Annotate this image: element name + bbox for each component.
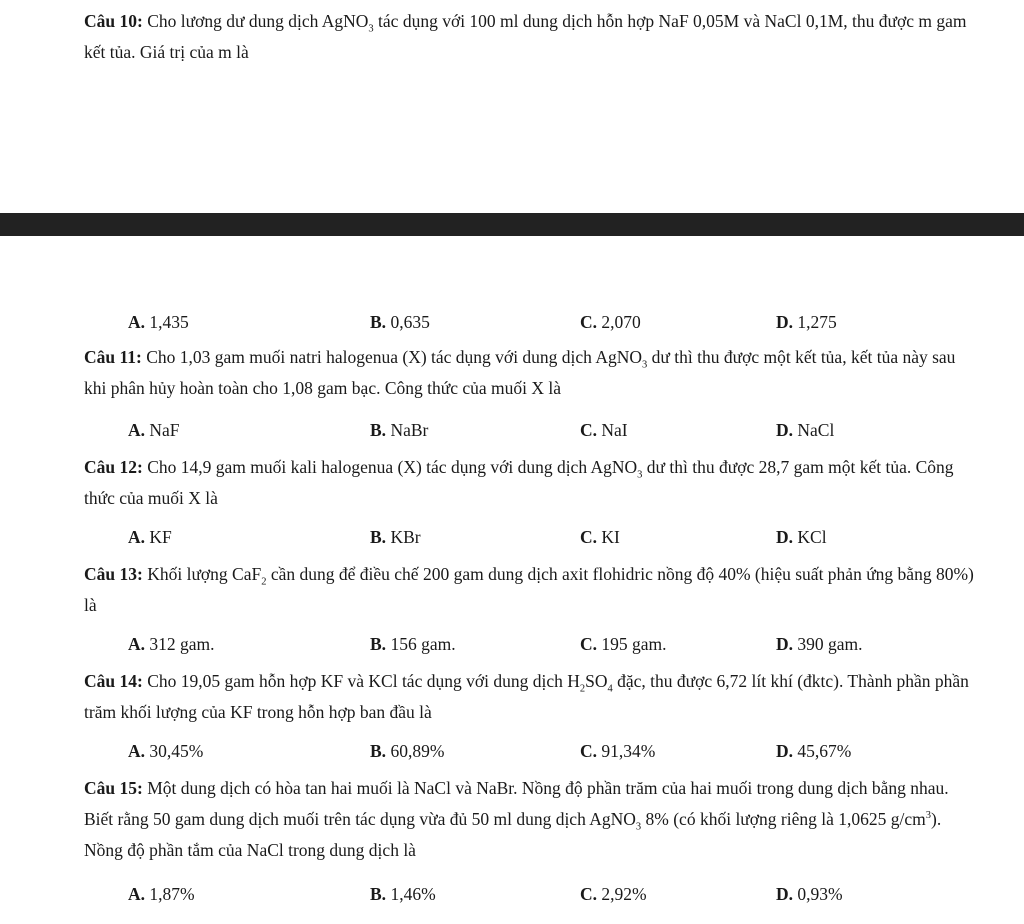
question-10-number: Câu 10: xyxy=(84,11,143,31)
q10-option-d: D. 1,275 xyxy=(776,312,837,332)
q14-option-a: A. 30,45% xyxy=(128,741,204,761)
q12-option-c: C. KI xyxy=(580,527,620,547)
question-13-number: Câu 13: xyxy=(84,564,143,584)
q10-option-b: B. 0,635 xyxy=(370,312,430,332)
q13-option-b: B. 156 gam. xyxy=(370,634,456,654)
q10-option-c: C. 2,070 xyxy=(580,312,641,332)
q15-option-c: C. 2,92% xyxy=(580,884,647,904)
q15-option-a: A. 1,87% xyxy=(128,884,195,904)
question-15-text: Câu 15: Một dung dịch có hòa tan hai muối là NaCl và NaBr. Nồng độ phần trăm của hai muối trong dung dịch bằng nhau. Biết rằng 50 gam dung dịch muối trên tác dụng vừa đủ 50 ml dung dịch AgNO$_3$ 8% (có khối lượng riêng là 1,0625 $g/cm^3$). Nồng độ phần tắm của NaCl trong dung dịch là xyxy=(84,778,949,860)
q13-option-d: D. 390 gam. xyxy=(776,634,863,654)
black-divider-bar xyxy=(0,213,1024,236)
question-15-number: Câu 15: xyxy=(84,778,143,798)
q12-option-a: A. KF xyxy=(128,527,172,547)
q11-option-a: A. NaF xyxy=(128,420,180,440)
question-12-number: Câu 12: xyxy=(84,457,143,477)
q14-option-c: C. 91,34% xyxy=(580,741,656,761)
question-11-text: Câu 11: Cho 1,03 gam muối natri halogenua (X) tác dụng với dung dịch AgNO$_3$ dư thì thu được một kết tủa, kết tủa này sau khi phân hủy hoàn toàn cho 1,08 gam bạc. Công thức của muối X là xyxy=(84,347,956,398)
question-14-number: Câu 14: xyxy=(84,671,143,691)
question-14-text: Câu 14: Cho 19,05 gam hỗn hợp KF và KCl tác dụng với dung dịch $H_2SO_4$ đặc, thu được 6,72 lít khí (đktc). Thành phần phần trăm khối lượng của KF trong hỗn hợp ban đầu là xyxy=(84,671,969,722)
q11-option-c: C. NaI xyxy=(580,420,628,440)
q11-option-b: B. NaBr xyxy=(370,420,429,440)
q10-option-a: A. 1,435 xyxy=(128,312,189,332)
q12-option-d: D. KCl xyxy=(776,527,827,547)
question-13-text: Câu 13: Khối lượng CaF$_2$ cần dung để điều chế 200 gam dung dịch axit flohidric nồng độ 40% (hiệu suất phản ứng bằng 80%) là xyxy=(84,564,974,615)
q14-option-b: B. 60,89% xyxy=(370,741,445,761)
question-11-number: Câu 11: xyxy=(84,347,142,367)
question-10-text: Câu 10: Cho lương dư dung dịch AgNO$_3$ tác dụng với 100 ml dung dịch hỗn hợp NaF 0,05M và NaCl 0,1M, thu được m gam kết tủa. Giá trị của m là xyxy=(84,11,967,62)
q14-option-d: D. 45,67% xyxy=(776,741,852,761)
q15-option-d: D. 0,93% xyxy=(776,884,843,904)
q15-option-b: B. 1,46% xyxy=(370,884,436,904)
q12-option-b: B. KBr xyxy=(370,527,421,547)
q11-option-d: D. NaCl xyxy=(776,420,835,440)
q13-option-c: C. 195 gam. xyxy=(580,634,667,654)
question-12-text: Câu 12: Cho 14,9 gam muối kali halogenua (X) tác dụng với dung dịch AgNO$_3$ dư thì thu được 28,7 gam một kết tủa. Công thức của muối X là xyxy=(84,457,954,508)
q13-option-a: A. 312 gam. xyxy=(128,634,215,654)
